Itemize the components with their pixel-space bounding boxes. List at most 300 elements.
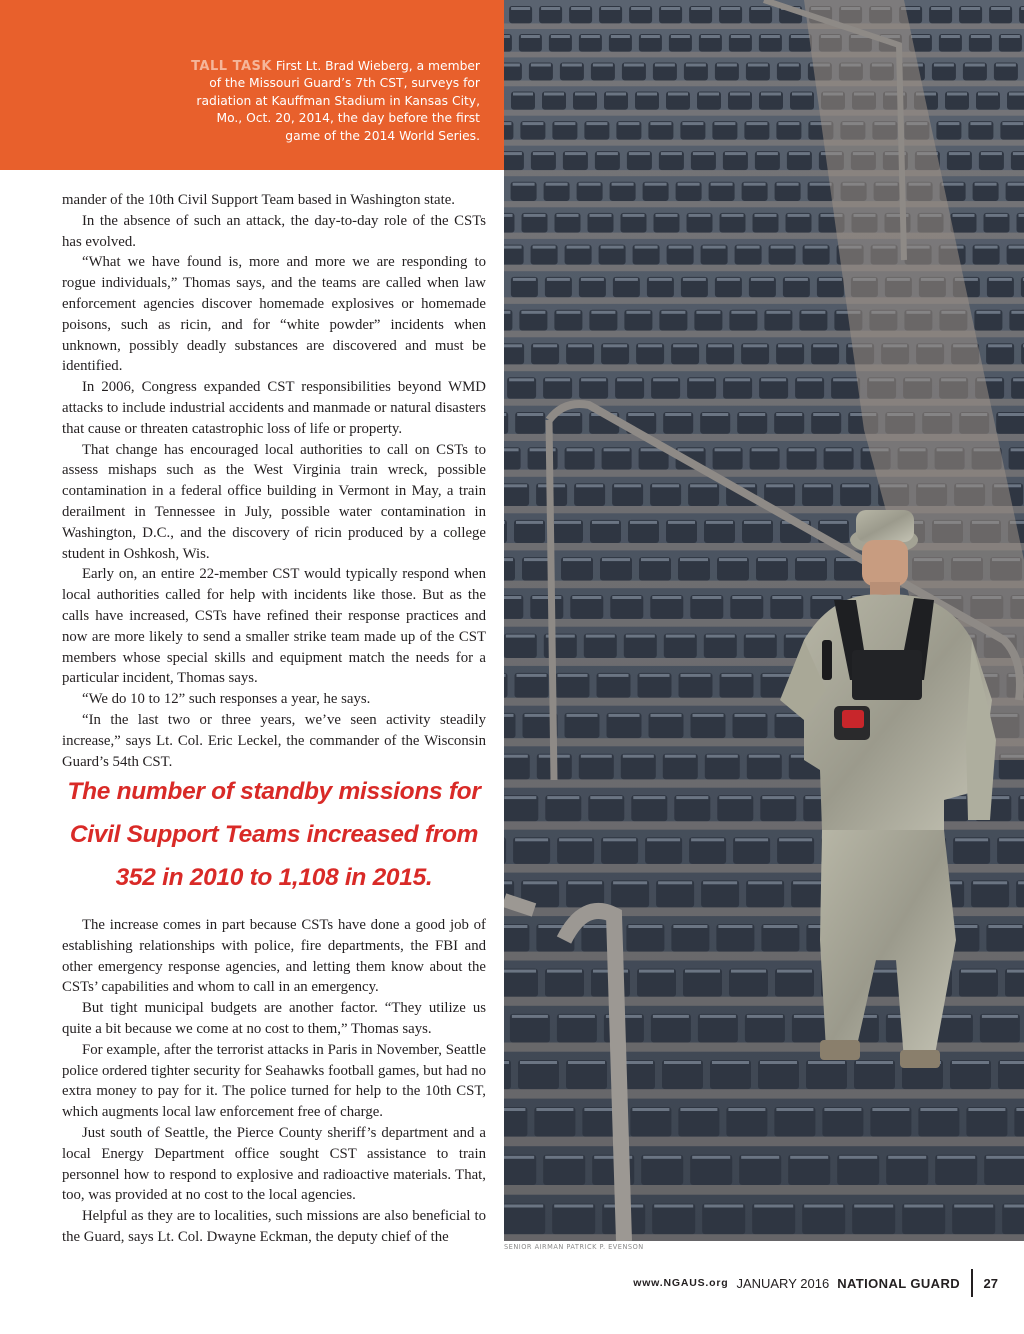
seat-highlight — [628, 413, 654, 416]
seat-highlight — [690, 484, 717, 487]
stadium-seat — [611, 880, 649, 907]
stadium-seat — [504, 837, 506, 864]
row-ledge — [504, 1185, 1024, 1195]
seat-highlight — [704, 1205, 743, 1208]
stadium-seat — [510, 1014, 550, 1043]
seat-highlight — [682, 122, 703, 125]
seat-highlight — [504, 796, 536, 799]
seat-highlight — [673, 925, 707, 928]
stadium-seat — [837, 1155, 879, 1185]
stadium-seat — [683, 969, 722, 997]
seat-highlight — [678, 448, 704, 451]
seat-highlight — [766, 311, 790, 314]
seat-highlight — [579, 183, 601, 186]
seat-highlight — [744, 521, 771, 524]
seat-highlight — [978, 93, 998, 96]
stadium-seat — [986, 924, 1024, 952]
seat-highlight — [504, 35, 510, 38]
stadium-seat — [652, 1204, 695, 1235]
row-ledge — [504, 821, 1024, 829]
seat-highlight — [934, 64, 954, 67]
seat-highlight — [554, 521, 581, 524]
stadium-seat — [852, 1204, 895, 1235]
stadium-seat — [966, 1107, 1007, 1137]
seat-highlight — [949, 152, 970, 155]
seat-highlight — [524, 214, 546, 217]
seat-highlight — [746, 122, 767, 125]
seat-highlight — [699, 93, 719, 96]
seat-highlight — [509, 378, 534, 381]
seat-highlight — [637, 93, 657, 96]
seat-highlight — [563, 558, 591, 561]
paragraph: That change has encouraged local authorities to call on CSTs to assess mishaps such as the West Virginia train wreck, possible contamination in a federal office building in Vermont in May, a train derailment in Tennessee in July, possible water contamination in Washington, D.C., and the discovery of ricin produced by a college student in Oshkosh, Wis. — [62, 441, 486, 562]
seat-highlight — [597, 152, 618, 155]
seat-highlight — [559, 1015, 595, 1018]
seat-highlight — [547, 278, 570, 281]
seat-highlight — [618, 122, 639, 125]
seat-highlight — [521, 311, 545, 314]
stadium-seat — [678, 1107, 719, 1137]
stadium-seat — [854, 1060, 895, 1089]
seat-highlight — [602, 558, 630, 561]
stadium-seat — [802, 1204, 845, 1235]
seat-highlight — [681, 674, 711, 677]
stadium-seat — [504, 1060, 511, 1089]
seat-highlight — [650, 122, 671, 125]
seat-highlight — [601, 7, 620, 10]
seat-highlight — [522, 122, 543, 125]
seat-highlight — [599, 674, 629, 677]
seat-highlight — [754, 1205, 793, 1208]
seat-highlight — [771, 246, 794, 249]
seat-highlight — [748, 881, 782, 884]
seat-highlight — [666, 635, 695, 638]
seat-highlight — [1000, 1061, 1024, 1064]
stadium-seat — [710, 1060, 751, 1089]
seat-highlight — [533, 344, 557, 347]
seat-highlight — [572, 596, 601, 599]
seat-highlight — [785, 278, 808, 281]
seat-highlight — [593, 64, 613, 67]
seat-highlight — [640, 674, 670, 677]
stadium-seat — [504, 1107, 527, 1137]
stadium-seat — [504, 1155, 536, 1185]
seat-highlight — [1009, 93, 1024, 96]
paragraph: For example, after the terrorist attacks in Paris in November, Seattle police ordered tighter security for Seahawks football games, but had no extra money to pay for it. The police turned for help to the 10th CST, which augments local law enforcement free of charge. — [62, 1041, 486, 1121]
stadium-seat — [626, 924, 664, 952]
seat-highlight — [558, 674, 588, 677]
seat-highlight — [532, 596, 561, 599]
seat-highlight — [586, 122, 607, 125]
seat-highlight — [516, 521, 543, 524]
stadium-seat — [984, 1155, 1024, 1185]
seat-highlight — [703, 881, 737, 884]
seat-highlight — [661, 7, 680, 10]
seat-highlight — [854, 1205, 893, 1208]
seat-highlight — [812, 596, 841, 599]
footer-divider — [971, 1269, 973, 1297]
footer-site-link[interactable]: www.NGAUS.org — [633, 1277, 729, 1289]
stadium-seat — [886, 1155, 928, 1185]
seat-highlight — [731, 35, 750, 38]
seat-highlight — [714, 122, 735, 125]
seat-highlight — [504, 755, 528, 758]
seat-highlight — [763, 925, 797, 928]
seat-highlight — [989, 278, 1012, 281]
seat-highlight — [653, 1015, 689, 1018]
stadium-seat — [545, 969, 584, 997]
seat-highlight — [755, 214, 777, 217]
stadium-seat — [959, 969, 998, 997]
seat-highlight — [776, 413, 802, 416]
seat-highlight — [609, 714, 640, 717]
stadium-seat — [552, 1204, 595, 1235]
seat-highlight — [791, 35, 810, 38]
seat-highlight — [639, 970, 674, 973]
seat-highlight — [504, 1156, 534, 1159]
handrail — [504, 900, 534, 910]
seat-highlight — [647, 838, 680, 841]
seat-highlight — [953, 214, 975, 217]
seat-highlight — [752, 448, 778, 451]
seat-highlight — [504, 1205, 543, 1208]
stadium-seat — [935, 1155, 977, 1185]
caption-text: First Lt. Brad Wieberg, a member of the Missouri Guard’s 7th CST, surveys for radiation at Kauffman Stadium in Kansas City, Mo., Oct. 20, 2014, the day before the first game of the 2014 World Series. — [196, 59, 480, 143]
seat-highlight — [779, 838, 812, 841]
stadium-seat — [1002, 1204, 1024, 1235]
seat-highlight — [739, 413, 765, 416]
seat-highlight — [603, 344, 627, 347]
seat-highlight — [717, 64, 737, 67]
seat-highlight — [789, 152, 810, 155]
seat-highlight — [504, 521, 505, 524]
seat-highlight — [749, 755, 780, 758]
seat-highlight — [747, 1015, 783, 1018]
stadium-seat — [746, 880, 784, 907]
seat-highlight — [996, 64, 1016, 67]
stadium-seat — [822, 1107, 863, 1137]
seat-highlight — [668, 93, 688, 96]
seat-highlight — [797, 558, 825, 561]
seat-highlight — [554, 122, 575, 125]
seat-highlight — [575, 93, 595, 96]
seat-highlight — [559, 838, 592, 841]
seat-highlight — [988, 344, 1012, 347]
seat-highlight — [805, 246, 828, 249]
seat-highlight — [680, 558, 708, 561]
seat-highlight — [751, 7, 770, 10]
seat-highlight — [520, 1061, 557, 1064]
seat-highlight — [938, 122, 959, 125]
seat-highlight — [1008, 183, 1024, 186]
seat-highlight — [718, 925, 752, 928]
seat-highlight — [590, 214, 612, 217]
seat-highlight — [856, 1061, 893, 1064]
seat-highlight — [504, 311, 510, 314]
seat-highlight — [665, 413, 691, 416]
seat-highlight — [721, 7, 740, 10]
seat-highlight — [942, 183, 964, 186]
seat-highlight — [603, 838, 636, 841]
article-column-bottom — [62, 915, 486, 1248]
paragraph: “We do 10 to 12” such responses a year, he says. — [82, 691, 371, 708]
seat-highlight — [931, 7, 950, 10]
seat-highlight — [761, 35, 780, 38]
stadium-seat — [698, 1014, 738, 1043]
paragraph: mander of the 10th Civil Support Team based in Washington state. — [62, 192, 455, 208]
stadium-seat — [504, 969, 538, 997]
seat-highlight — [633, 796, 665, 799]
stadium-seat — [504, 1204, 545, 1235]
seat-highlight — [719, 796, 751, 799]
seat-highlight — [635, 246, 658, 249]
seat-highlight — [813, 344, 837, 347]
stadium-photo — [504, 0, 1024, 1241]
seat-highlight — [685, 970, 720, 973]
seat-highlight — [683, 278, 706, 281]
seat-highlight — [700, 1015, 736, 1018]
row-ledge — [504, 52, 1024, 58]
seat-highlight — [947, 93, 967, 96]
seat-highlight — [761, 93, 781, 96]
seat-highlight — [533, 246, 556, 249]
seat-highlight — [626, 311, 650, 314]
seat-highlight — [517, 674, 547, 677]
seat-highlight — [760, 1061, 797, 1064]
seat-highlight — [722, 214, 744, 217]
seat-highlight — [641, 35, 660, 38]
seat-highlight — [568, 344, 592, 347]
seat-highlight — [643, 1156, 681, 1159]
paragraph: “What we have found is, more and more we are responding to rogue individuals,” Thomas says, and the teams are called when law enforcement agencies discover homemade explosives or homemade poisons, such as ricin, and for “white powder” incidents when unknown, possibly deadly substances are discovered and must be identified. — [62, 254, 486, 375]
seat-highlight — [557, 214, 579, 217]
seat-highlight — [961, 7, 980, 10]
seat-highlight — [779, 64, 799, 67]
seat-highlight — [686, 64, 706, 67]
seat-highlight — [797, 378, 822, 381]
row-ledge — [504, 1137, 1024, 1147]
seat-highlight — [971, 35, 990, 38]
seat-highlight — [613, 881, 647, 884]
seat-highlight — [1011, 311, 1024, 314]
caption-box — [0, 0, 504, 170]
seat-highlight — [693, 714, 724, 717]
seat-highlight — [801, 311, 825, 314]
seat-highlight — [504, 344, 522, 347]
seat-highlight — [937, 1156, 975, 1159]
seat-highlight — [611, 35, 630, 38]
seat-highlight — [986, 214, 1008, 217]
seat-highlight — [568, 881, 602, 884]
seat-highlight — [554, 1205, 593, 1208]
seat-highlight — [961, 970, 996, 973]
seat-highlight — [565, 152, 586, 155]
stadium-seat — [637, 969, 676, 997]
stadium-seat — [971, 880, 1009, 907]
seat-highlight — [546, 183, 568, 186]
seat-highlight — [541, 7, 560, 10]
seat-highlight — [504, 674, 506, 677]
seat-highlight — [810, 183, 832, 186]
seat-highlight — [655, 64, 675, 67]
seat-highlight — [680, 1108, 717, 1111]
seat-highlight — [1009, 246, 1024, 249]
seat-highlight — [920, 1108, 957, 1111]
seat-highlight — [628, 925, 662, 928]
seat-highlight — [728, 1108, 765, 1111]
seat-highlight — [673, 344, 697, 347]
stadium-seat — [950, 1060, 991, 1089]
seat-highlight — [824, 1108, 861, 1111]
seat-highlight — [512, 1015, 548, 1018]
seat-highlight — [717, 278, 740, 281]
seat-highlight — [744, 183, 766, 186]
seat-highlight — [676, 796, 708, 799]
seat-highlight — [632, 1108, 669, 1111]
stadium-seat — [518, 1060, 559, 1089]
stadium-seat — [952, 1204, 995, 1235]
seat-highlight — [601, 246, 624, 249]
seat-highlight — [515, 838, 548, 841]
seat-highlight — [715, 448, 741, 451]
seat-highlight — [746, 635, 775, 638]
paragraph: The increase comes in part because CSTs have done a good job of establishing relationships with police, fire departments, the FBI and other emergency response agencies, and letting them know about the CSTs’ capabilities and whom to call in an emergency. — [62, 917, 486, 996]
seat-highlight — [629, 152, 650, 155]
seat-highlight — [504, 122, 511, 125]
seat-highlight — [576, 484, 603, 487]
seat-highlight — [571, 7, 590, 10]
seat-highlight — [658, 881, 692, 884]
seat-highlight — [612, 183, 634, 186]
seat-highlight — [536, 1108, 573, 1111]
row-ledge — [504, 1043, 1024, 1052]
seat-highlight — [547, 796, 579, 799]
seat-highlight — [1004, 1205, 1024, 1208]
seat-highlight — [517, 413, 543, 416]
seat-highlight — [668, 521, 695, 524]
stadium-seat — [671, 924, 709, 952]
seat-highlight — [808, 1061, 845, 1064]
seat-highlight — [513, 183, 535, 186]
seat-highlight — [976, 311, 1000, 314]
seat-highlight — [1020, 796, 1024, 799]
stadium-seat — [566, 1060, 607, 1089]
seat-highlight — [664, 1061, 701, 1064]
paragraph: “In the last two or three years, we’ve seen activity steadily increase,” says Lt. Col. Eric Leckel, the commander of the Wisconsin Guard’s 54th CST. — [62, 711, 486, 770]
stadium-seat — [788, 1155, 830, 1185]
row-ledge — [504, 140, 1024, 146]
stadium-seat — [534, 1107, 575, 1137]
stadium-seat — [1005, 969, 1024, 997]
seat-highlight — [567, 714, 598, 717]
seat-highlight — [761, 378, 786, 381]
seat-highlight — [722, 674, 752, 677]
seat-highlight — [696, 311, 720, 314]
seat-highlight — [952, 1061, 989, 1064]
seat-highlight — [725, 152, 746, 155]
seat-highlight — [652, 484, 679, 487]
seat-highlight — [981, 152, 1002, 155]
seat-highlight — [653, 378, 678, 381]
paragraph: In 2006, Congress expanded CST responsibilities beyond WMD attacks to include industrial accidents and manmade or natural disasters that cause or threaten catastrophic loss of life or property. — [62, 379, 486, 437]
seat-highlight — [671, 35, 690, 38]
seat-highlight — [731, 970, 766, 973]
seat-highlight — [531, 64, 551, 67]
seat-highlight — [941, 35, 960, 38]
seat-highlight — [504, 1108, 525, 1111]
seat-highlight — [999, 838, 1024, 841]
seat-highlight — [988, 925, 1022, 928]
seat-highlight — [623, 755, 654, 758]
paragraph: But tight municipal budgets are another factor. “They utilize us quite a bit because we come at no cost to them,” Thomas says. — [62, 1000, 486, 1037]
seat-highlight — [661, 152, 682, 155]
stadium-seat — [918, 1107, 959, 1137]
seat-highlight — [1013, 152, 1024, 155]
seat-highlight — [804, 484, 831, 487]
seat-highlight — [888, 1156, 926, 1159]
seat-highlight — [586, 635, 615, 638]
footer-issue-date: JANUARY 2016 — [736, 1275, 830, 1291]
seat-highlight — [748, 64, 768, 67]
seat-highlight — [711, 183, 733, 186]
seat-highlight — [521, 35, 540, 38]
footer-magazine-title: NATIONAL GUARD — [837, 1275, 961, 1291]
seat-highlight — [1013, 378, 1024, 381]
seat-highlight — [567, 246, 590, 249]
paragraph: Just south of Seattle, the Pierce County sheriff’s department and a local Energy Department office sought CST assistance to train personnel how to respond to explosive and radioactive materials. That, too, was provided at no cost to the local agencies. — [62, 1124, 486, 1204]
seat-highlight — [693, 152, 714, 155]
seat-highlight — [665, 755, 696, 758]
seat-highlight — [1001, 35, 1020, 38]
seat-highlight — [591, 311, 615, 314]
seat-highlight — [669, 246, 692, 249]
stadium-seat — [557, 1014, 597, 1043]
seat-highlight — [638, 344, 662, 347]
paragraph: In the absence of such an attack, the day-to-day role of the CSTs has evolved. — [62, 212, 486, 250]
seat-highlight — [743, 344, 767, 347]
seat-highlight — [872, 1108, 909, 1111]
seat-highlight — [504, 558, 513, 561]
seat-highlight — [630, 521, 657, 524]
seat-highlight — [955, 838, 988, 841]
seat-highlight — [513, 93, 533, 96]
seat-highlight — [730, 93, 750, 96]
seat-highlight — [973, 881, 1007, 884]
caption-lead: TALL TASK — [191, 59, 272, 74]
seat-highlight — [777, 183, 799, 186]
seat-highlight — [707, 755, 738, 758]
seat-highlight — [776, 1108, 813, 1111]
seat-highlight — [504, 596, 521, 599]
seat-highlight — [581, 755, 612, 758]
stadium-seat — [726, 1107, 767, 1137]
seat-highlight — [624, 64, 644, 67]
seat-highlight — [732, 596, 761, 599]
seat-highlight — [826, 448, 852, 451]
seat-highlight — [604, 448, 630, 451]
seat-highlight — [954, 1205, 993, 1208]
stadium-seat — [761, 924, 799, 952]
seat-highlight — [904, 1205, 943, 1208]
stadium-seat — [998, 1060, 1024, 1089]
stadium-seat — [774, 1107, 815, 1137]
seat-highlight — [562, 64, 582, 67]
seat-highlight — [788, 214, 810, 217]
stadium-seat — [775, 969, 814, 997]
seat-highlight — [703, 246, 726, 249]
seat-highlight — [789, 448, 815, 451]
seat-highlight — [708, 344, 732, 347]
